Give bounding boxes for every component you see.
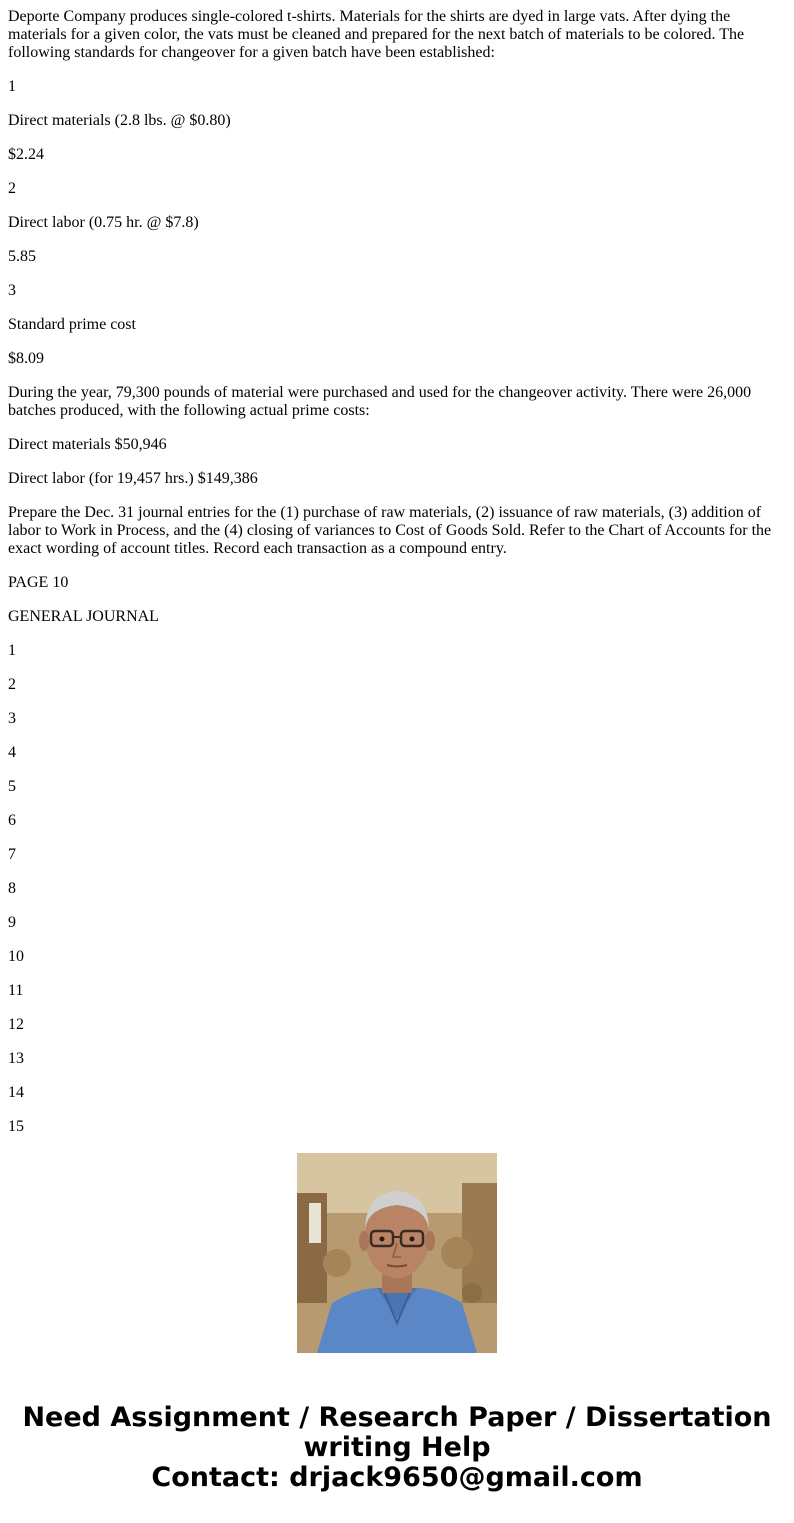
journal-row-number: 12 bbox=[8, 1016, 24, 1033]
standard-number: 2 bbox=[8, 180, 16, 197]
standard-amount: $8.09 bbox=[8, 350, 44, 367]
actual-labor: Direct labor (for 19,457 hrs.) $149,386 bbox=[8, 470, 258, 487]
standard-label: Standard prime cost bbox=[8, 316, 136, 333]
journal-row-number: 14 bbox=[8, 1084, 24, 1101]
promo-footer bbox=[0, 1123, 794, 1523]
standard-number: 1 bbox=[8, 78, 16, 95]
promo-text bbox=[0, 1403, 794, 1493]
journal-row-number: 8 bbox=[8, 880, 16, 897]
contact-line: Contact: drjack9650@gmail.com bbox=[151, 1462, 643, 1493]
journal-row-number: 7 bbox=[8, 846, 16, 863]
promo-line: Need Assignment / Research Paper / Dissertation bbox=[22, 1402, 772, 1433]
journal-row-number: 10 bbox=[8, 948, 24, 965]
journal-row-number: 6 bbox=[8, 812, 16, 829]
journal-row-number: 5 bbox=[8, 778, 16, 795]
promo-line: writing Help bbox=[303, 1432, 491, 1463]
standard-label: Direct materials (2.8 lbs. @ $0.80) bbox=[8, 112, 231, 129]
journal-row-number: 1 bbox=[8, 642, 16, 659]
journal-row-number: 9 bbox=[8, 914, 16, 931]
journal-row-number: 2 bbox=[8, 676, 16, 693]
actual-materials: Direct materials $50,946 bbox=[8, 436, 167, 453]
standard-label: Direct labor (0.75 hr. @ $7.8) bbox=[8, 214, 199, 231]
instructions-paragraph: Prepare the Dec. 31 journal entries for the (1) purchase of raw materials, (2) issuance of raw materials, (3) addition of labor to Work in Process, and the (4) closing of variances to Cost of Goods Sold. Refer to the Chart of Accounts for the exact wording of account titles. Record each transaction as a compound entry. bbox=[8, 504, 772, 557]
person-photo-icon bbox=[297, 1153, 497, 1353]
standard-amount: 5.85 bbox=[8, 248, 36, 265]
journal-title: GENERAL JOURNAL bbox=[8, 608, 159, 625]
page-label: PAGE 10 bbox=[8, 574, 69, 591]
standard-number: 3 bbox=[8, 282, 16, 299]
journal-row-number: 15 bbox=[8, 1118, 24, 1135]
journal-row-number: 3 bbox=[8, 710, 16, 727]
intro-paragraph: Deporte Company produces single-colored t-shirts. Materials for the shirts are dyed in large vats. After dying the materials for a given color, the vats must be cleaned and prepared for the next batch of materials to be colored. The following standards for changeover for a given batch have been established: bbox=[8, 8, 745, 61]
actuals-paragraph: During the year, 79,300 pounds of material were purchased and used for the changeover activity. There were 26,000 batches produced, with the following actual prime costs: bbox=[8, 384, 752, 419]
journal-row-number: 11 bbox=[8, 982, 24, 999]
standard-amount: $2.24 bbox=[8, 146, 44, 163]
journal-row-number: 13 bbox=[8, 1050, 24, 1067]
avatar bbox=[297, 1153, 497, 1353]
document-content bbox=[8, 8, 784, 1135]
journal-row-number: 4 bbox=[8, 744, 16, 761]
